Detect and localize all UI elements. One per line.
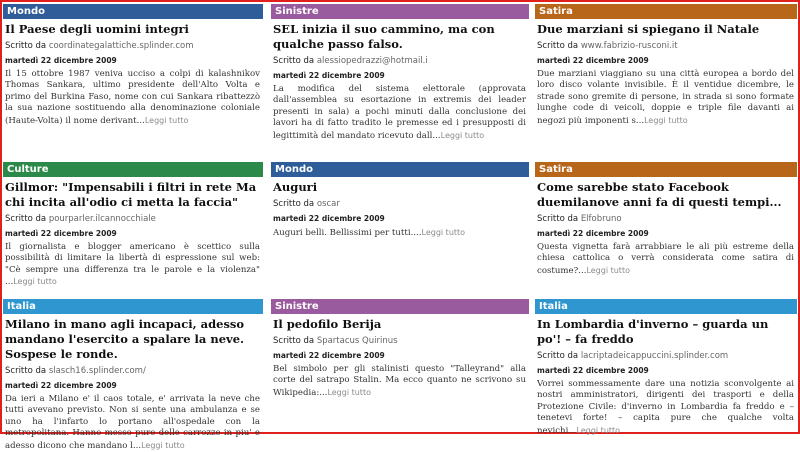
excerpt-text: Vorrei sommessamente dare una notizia sconvolgente ai nostri amministratori, dirigenti dei trasporti e della Protezione Civile: d'inverno in Lombardia fa freddo e – tenetevi forte! – capita pure che qualche volta nevichi... (537, 379, 794, 436)
article-title[interactable]: Milano in mano agli incapaci, adesso mandano l'esercito a spalare la neve. Sospese le ronde. (5, 317, 245, 361)
post-date: martedì 22 dicembre 2009 (273, 214, 385, 223)
author-link[interactable]: www.fabrizio-rusconi.it (580, 41, 678, 51)
read-more-link[interactable]: Leggi tutto (586, 265, 630, 275)
post-date: martedì 22 dicembre 2009 (5, 381, 117, 390)
author-link[interactable]: Spartacus Quirinus (316, 336, 398, 346)
article-excerpt (537, 242, 794, 277)
byline (273, 336, 527, 347)
article-excerpt (273, 364, 526, 399)
author-link[interactable]: oscar (316, 199, 340, 209)
byline (273, 199, 527, 210)
read-more-link[interactable]: Leggi tutto (576, 425, 621, 435)
written-by-label: Scritto da (273, 336, 315, 346)
post-date: martedì 22 dicembre 2009 (5, 56, 117, 65)
author-link[interactable]: coordinategalattiche.splinder.com (48, 41, 194, 51)
written-by-label: Scritto da (537, 41, 579, 51)
news-card (268, 299, 533, 430)
news-grid (3, 4, 797, 451)
excerpt-text: Bel simbolo per gli stalinisti questo "Talleyrand" alla corte del satrapo Stalin. Ma ecco quanto ne scrivono su Wikipedia:... (273, 364, 526, 398)
byline (537, 351, 795, 362)
article-title[interactable]: SEL inizia il suo cammino, ma con qualche passo falso. (273, 22, 495, 51)
article-excerpt (537, 69, 794, 127)
category-header[interactable]: Italia (535, 299, 797, 314)
category-header[interactable]: Sinistre (271, 299, 529, 314)
category-header[interactable]: Satira (535, 162, 797, 177)
author-link[interactable]: pourparler.ilcannocchiale (48, 214, 156, 224)
author-link[interactable]: alessiopedrazzi@hotmail.i (316, 56, 428, 66)
read-more-link[interactable]: Leggi tutto (144, 115, 189, 125)
post-date: martedì 22 dicembre 2009 (537, 229, 649, 238)
post-date: martedì 22 dicembre 2009 (537, 56, 649, 65)
category-header[interactable]: Italia (3, 299, 263, 314)
article-excerpt (273, 227, 526, 239)
byline (5, 41, 261, 52)
written-by-label: Scritto da (5, 214, 47, 224)
read-more-link[interactable]: Leggi tutto (327, 387, 371, 397)
written-by-label: Scritto da (5, 41, 47, 51)
article-excerpt (5, 69, 260, 127)
news-card (268, 162, 533, 299)
excerpt-text: Da ieri a Milano e' il caos totale, e' arrivata la neve che tutti avevano previsto. Non si sente una ambulanza e se uno ha l'infarto lo portano all'ospedale con la metropolitana. Hanno messo pure delle carrozze in piu' e adesso dicono che mandano l... (5, 394, 260, 451)
byline (537, 214, 795, 225)
news-card (533, 162, 797, 299)
read-more-link[interactable]: Leggi tutto (644, 115, 688, 125)
excerpt-text: Questa vignetta farà arrabbiare le ali più estreme della chiesa cattolica o verrà considerata come satira di costume?... (537, 242, 794, 276)
article-excerpt (537, 379, 794, 437)
excerpt-text: La modifica del sistema elettorale (approvata dall'assemblea su esortazione in extremis dei leader presenti in sala) a pochi minuti dalla conclusione dei lavori ha di fatto tradito le premesse ed i presupposti di legittimità del mandato ricevuto dall... (273, 84, 526, 141)
article-title[interactable]: Il Paese degli uomini integri (5, 22, 189, 36)
article-title[interactable]: Auguri (273, 180, 318, 194)
post-date: martedì 22 dicembre 2009 (5, 229, 117, 238)
written-by-label: Scritto da (537, 351, 579, 361)
article-title[interactable]: In Lombardia d'inverno – guarda un po'! – fa freddo (537, 317, 769, 346)
news-card (268, 4, 533, 162)
read-more-link[interactable]: Leggi tutto (141, 440, 185, 450)
post-date: martedì 22 dicembre 2009 (537, 366, 649, 375)
author-link[interactable]: lacriptadeicappuccini.splinder.com (580, 351, 729, 361)
category-header[interactable]: Mondo (3, 4, 263, 19)
byline (537, 41, 795, 52)
news-card (3, 4, 268, 162)
author-link[interactable]: slasch16.splinder.com/ (48, 366, 146, 376)
category-header[interactable]: Satira (535, 4, 797, 19)
news-card (533, 299, 797, 436)
byline (5, 214, 261, 225)
read-more-link[interactable]: Leggi tutto (13, 277, 57, 287)
post-date: martedì 22 dicembre 2009 (273, 351, 385, 360)
article-excerpt (5, 394, 260, 452)
news-card (533, 4, 797, 162)
excerpt-text: Due marziani viaggiano su una città europea a bordo del loro disco volante invisibile. È il ventidue dicembre, le strade sono gremite di persone, in strada si sono formate lunghe code di veicoli, doppie e triple file davanti ai negozi più imponenti s... (537, 69, 794, 126)
article-title[interactable]: Due marziani si spiegano il Natale (537, 22, 760, 36)
byline (273, 56, 527, 67)
excerpt-text: Il giornalista e blogger americano è scettico sulla possibilità di limitare la libertà di espressione sul web: "Cè sempre una differenza tra le parole e la violenza" ... (5, 242, 260, 288)
post-date: martedì 22 dicembre 2009 (273, 71, 385, 80)
read-more-link[interactable]: Leggi tutto (421, 228, 466, 237)
written-by-label: Scritto da (5, 366, 47, 376)
news-card (3, 299, 268, 451)
article-title[interactable]: Gillmor: "Impensabili i filtri in rete Ma chi incita all'odio ci metta la faccia" (5, 180, 257, 209)
byline (5, 366, 261, 377)
article-excerpt (5, 242, 260, 289)
written-by-label: Scritto da (273, 199, 315, 209)
excerpt-text: Il 15 ottobre 1987 veniva ucciso a colpi di kalashnikov Thomas Sankara, ultimo presidente dell'Alto Volta e primo del Burkina Faso, nome con cui Sankara ribattezzò la sua nazione sostituendo alla denominazione coloniale (Haute-Volta) il nome derivant... (5, 69, 260, 126)
excerpt-text: Auguri belli. Bellissimi per tutti.... (273, 228, 422, 238)
written-by-label: Scritto da (537, 214, 579, 224)
article-excerpt (273, 84, 526, 142)
category-header[interactable]: Culture (3, 162, 263, 177)
article-title[interactable]: Il pedofilo Berija (273, 317, 382, 331)
written-by-label: Scritto da (273, 56, 315, 66)
news-card (3, 162, 268, 299)
author-link[interactable]: Elfobruno (580, 214, 622, 224)
category-header[interactable]: Sinistre (271, 4, 529, 19)
read-more-link[interactable]: Leggi tutto (440, 130, 485, 140)
category-header[interactable]: Mondo (271, 162, 529, 177)
article-title[interactable]: Come sarebbe stato Facebook duemilanove anni fa di questi tempi... (537, 180, 782, 209)
